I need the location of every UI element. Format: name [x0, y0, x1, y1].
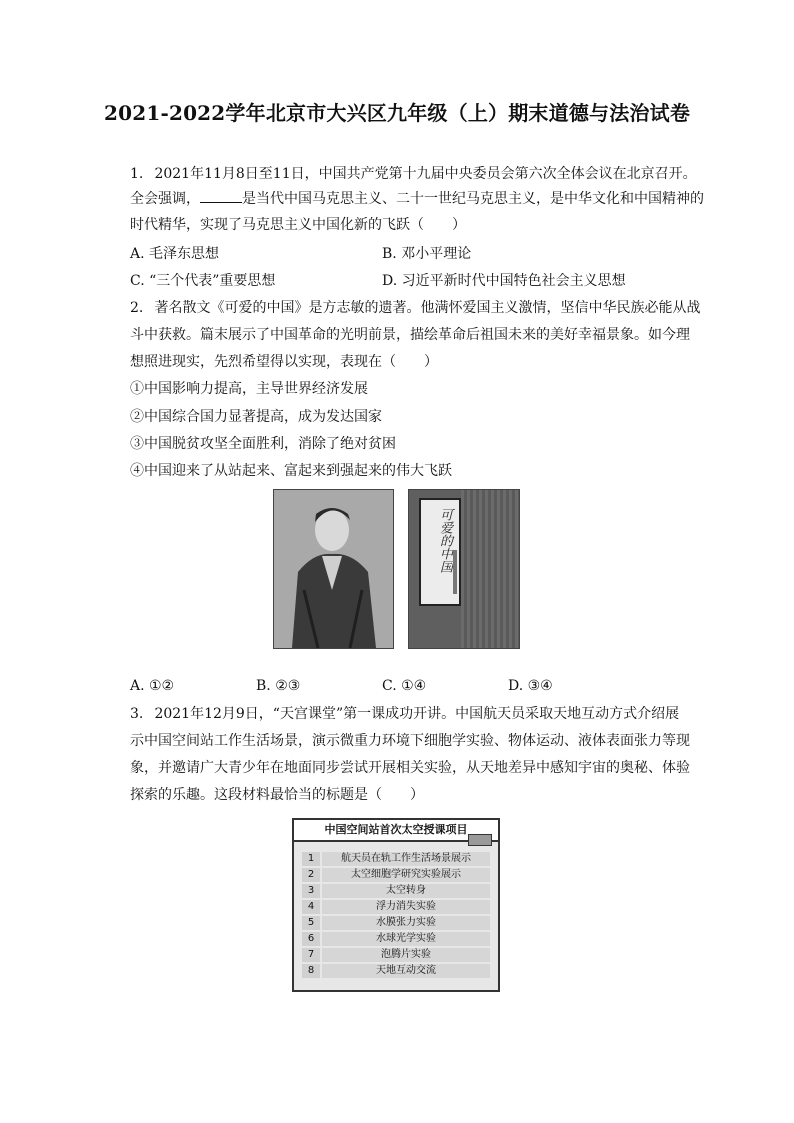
- book-page-edges: [461, 490, 519, 648]
- page-title: 2021-2022学年北京市大兴区九年级（上）期末道德与法治试卷: [103, 101, 691, 125]
- q1-number: 1.: [130, 166, 144, 182]
- portrait-photo: [273, 489, 394, 649]
- row-text: 水球光学实验: [322, 932, 490, 946]
- table-row: [302, 868, 490, 882]
- q3-line4: 探索的乐趣。这段材料最恰当的标题是（ ）: [130, 787, 424, 803]
- table-tab-decoration: [468, 834, 492, 846]
- q2-option-d: D. ③④: [508, 678, 553, 694]
- q3-line3: 象，并邀请广大青少年在地面同步尝试开展相关实验，从天地差异中感知宇宙的奥秘、体验: [130, 760, 690, 776]
- q1-line1: [130, 165, 697, 183]
- q2-option-c: C. ①④: [382, 678, 427, 694]
- q2-item-3: ③中国脱贫攻坚全面胜利，消除了绝对贫困: [130, 436, 396, 452]
- row-number: 5: [302, 916, 320, 930]
- q2-line1: [130, 299, 700, 317]
- row-text: 太空转身: [322, 884, 490, 898]
- q1-text-line1: 2021年11月8日至11日，中国共产党第十九届中央委员会第六次全体会议在北京召开。: [154, 166, 697, 182]
- q1-text-line2a: 全会强调，: [130, 191, 200, 207]
- row-text: 太空细胞学研究实验展示: [322, 868, 490, 882]
- q3-line2: 示中国空间站工作生活场景，演示微重力环境下细胞学实验、物体运动、液体表面张力等现: [130, 733, 690, 749]
- row-number: 7: [302, 948, 320, 962]
- row-number: 6: [302, 932, 320, 946]
- book-cover: [419, 498, 461, 606]
- portrait-figure: [274, 490, 393, 648]
- table-row: [302, 916, 490, 930]
- q2-item-2: ②中国综合国力显著提高，成为发达国家: [130, 409, 382, 425]
- q2-line3: 想照进现实，先烈希望得以实现，表现在（ ）: [130, 354, 438, 370]
- row-text: 泡腾片实验: [322, 948, 490, 962]
- space-lesson-table: [292, 818, 500, 992]
- row-number: 1: [302, 852, 320, 866]
- book-subtitle-mark: [453, 550, 457, 594]
- q1-line2: [130, 190, 704, 208]
- q2-number: 2.: [130, 300, 144, 316]
- row-text: 航天员在轨工作生活场景展示: [322, 852, 490, 866]
- q2-text-line1: 著名散文《可爱的中国》是方志敏的遗著。他满怀爱国主义激情，坚信中华民族必能从战: [154, 300, 701, 316]
- row-number: 2: [302, 868, 320, 882]
- q3-text-line1: 2021年12月9日，“天宫课堂”第一课成功开讲。中国航天员采取天地互动方式介绍展: [154, 706, 680, 722]
- q1-option-d: D. 习近平新时代中国特色社会主义思想: [382, 273, 626, 289]
- q2-item-4: ④中国迎来了从站起来、富起来到强起来的伟大飞跃: [130, 463, 452, 479]
- q1-option-b: B. 邓小平理论: [382, 246, 472, 262]
- row-text: 天地互动交流: [322, 964, 490, 978]
- q3-number: 3.: [130, 706, 144, 722]
- table-row: [302, 948, 490, 962]
- q1-text-line2b: 是当代中国马克思主义、二十一世纪马克思主义，是中华文化和中国精神的: [242, 191, 704, 207]
- q2-item-1: ①中国影响力提高，主导世界经济发展: [130, 381, 368, 397]
- book-cover-photo: [408, 489, 520, 649]
- row-number: 8: [302, 964, 320, 978]
- q1-line3: 时代精华，实现了马克思主义中国化新的飞跃（ ）: [130, 217, 466, 233]
- table-row: [302, 852, 490, 866]
- table-heading: 中国空间站首次太空授课项目: [294, 820, 498, 842]
- row-text: 水膜张力实验: [322, 916, 490, 930]
- table-row: [302, 884, 490, 898]
- q2-option-b: B. ②③: [256, 678, 301, 694]
- q2-option-a: A. ①②: [130, 678, 175, 694]
- book-title: 可爱的中国: [437, 508, 452, 573]
- table-row: [302, 900, 490, 914]
- q2-line2: 斗中获救。篇末展示了中国革命的光明前景，描绘革命后祖国未来的美好幸福景象。如今理: [130, 327, 690, 343]
- row-number: 3: [302, 884, 320, 898]
- q1-option-a: A. 毛泽东思想: [130, 246, 220, 262]
- q1-blank: [200, 190, 242, 203]
- table-row: [302, 964, 490, 978]
- q1-option-c: C. “三个代表”重要思想: [130, 273, 276, 289]
- row-number: 4: [302, 900, 320, 914]
- q3-line1: [130, 705, 679, 723]
- table-row: [302, 932, 490, 946]
- row-text: 浮力消失实验: [322, 900, 490, 914]
